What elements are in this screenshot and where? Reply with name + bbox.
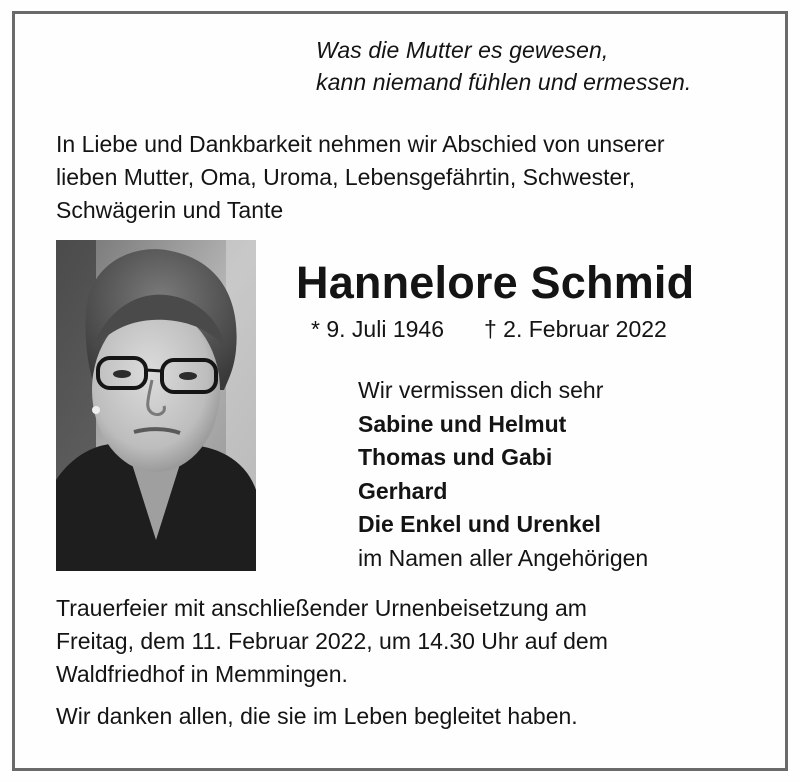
mourner-name: Gerhard: [358, 477, 448, 504]
funeral-line: Freitag, dem 11. Februar 2022, um 14.30 Uhr auf dem: [56, 628, 608, 654]
poem-line: kann niemand fühlen und ermessen.: [316, 69, 692, 95]
mourners-intro: Wir vermissen dich sehr: [358, 377, 604, 403]
intro-line: lieben Mutter, Oma, Uroma, Lebensgefährtin, Schwester,: [56, 164, 636, 190]
thanks-text: Wir danken allen, die sie im Leben begleitet haben.: [56, 703, 578, 729]
birth-date: * 9. Juli 1946: [311, 316, 444, 342]
intro-text: [56, 128, 665, 227]
funeral-line: Trauerfeier mit anschließender Urnenbeisetzung am: [56, 595, 587, 621]
poem-line: Was die Mutter es gewesen,: [316, 37, 609, 63]
mourner-name: Thomas und Gabi: [358, 444, 553, 470]
memorial-poem: [316, 34, 691, 98]
life-dates: [311, 314, 667, 344]
deceased-name: Hannelore Schmid: [296, 257, 695, 308]
mourners-closing: im Namen aller Angehörigen: [358, 544, 649, 571]
mourner-name: Sabine und Helmut: [358, 410, 567, 437]
mourners-block: [358, 374, 648, 575]
funeral-line: Waldfriedhof in Memmingen.: [56, 661, 348, 687]
intro-line: In Liebe und Dankbarkeit nehmen wir Abschied von unserer: [56, 131, 665, 157]
death-date: † 2. Februar 2022: [483, 316, 667, 342]
intro-line: Schwägerin und Tante: [56, 197, 284, 223]
portrait-photo: [56, 240, 256, 571]
funeral-details: [56, 592, 608, 691]
mourner-name: Die Enkel und Urenkel: [358, 511, 601, 537]
